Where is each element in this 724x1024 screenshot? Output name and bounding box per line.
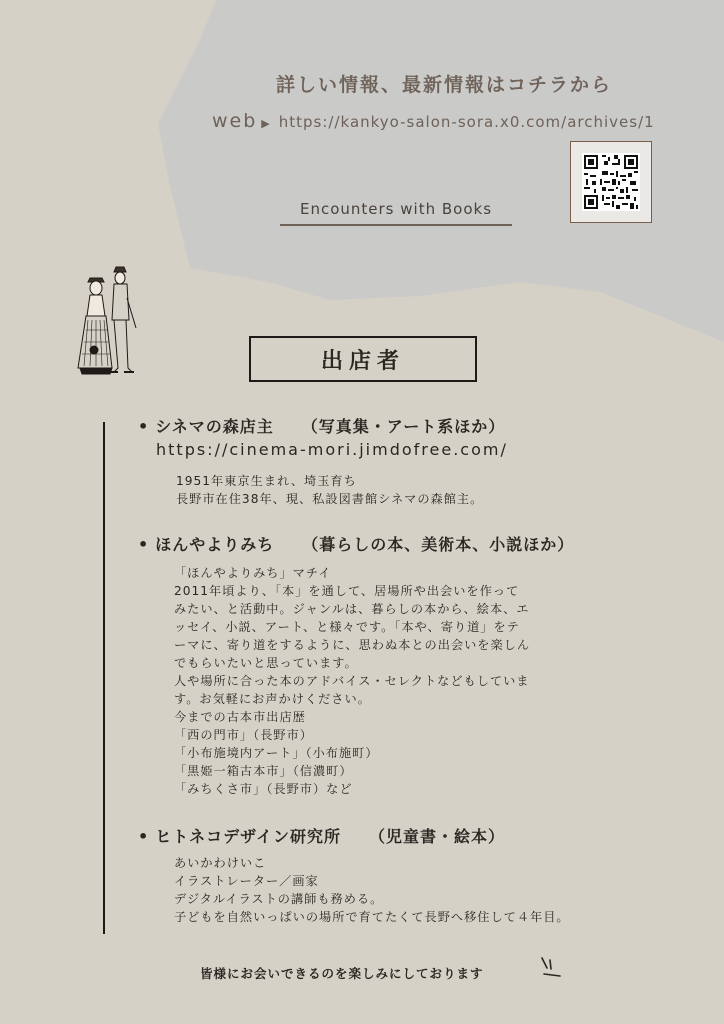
info-heading: 詳しい情報、最新情報はコチラから <box>276 74 613 96</box>
web-label: web <box>212 110 258 132</box>
description-line: 2011年頃より、「本」を通して、居場所や出会いを作って <box>174 584 520 598</box>
exhibitor-name: ほんやよりみち <box>155 535 275 554</box>
description-line: 「小布施境内アート」（小布施町） <box>174 746 379 760</box>
description-line: みたい、と活動中。ジャンルは、暮らしの本から、絵本、エ <box>174 602 530 616</box>
sparkle-lines-icon <box>538 956 564 982</box>
exhibitor-heading-cinema-mori <box>138 414 505 437</box>
website-link[interactable]: https://kankyo-salon-sora.x0.com/archives/1 <box>278 113 655 131</box>
exhibitor-heading-honya-yorimichi <box>138 532 574 555</box>
play-arrow-icon: ▶ <box>261 117 271 130</box>
description-line: デジタルイラストの講師も務める。 <box>174 892 384 906</box>
description-line: 「ほんやよりみち」マチイ <box>174 566 332 580</box>
bullet-icon: • <box>138 417 150 436</box>
exhibitors-heading: 出店者 <box>249 336 477 382</box>
description-line: 「みちくさ市」（長野市）など <box>174 782 353 796</box>
description-line: イラストレーター／画家 <box>174 874 319 888</box>
exhibitor-description-cinema-mori <box>176 472 483 508</box>
description-line: す。お気軽にお声かけください。 <box>174 692 371 706</box>
bullet-icon: • <box>138 827 150 846</box>
exhibitor-genre: （児童書・絵本） <box>368 827 505 846</box>
exhibitor-name: シネマの森店主 <box>155 417 274 436</box>
vertical-divider <box>103 422 105 934</box>
encounters-tagline: Encounters with Books <box>280 200 512 226</box>
qr-code-icon <box>582 153 640 211</box>
description-line: 1951年東京生まれ、埼玉育ち <box>176 474 357 488</box>
exhibitor-name: ヒトネコデザイン研究所 <box>155 827 341 846</box>
exhibitor-genre: （暮らしの本、美術本、小説ほか） <box>302 535 575 554</box>
description-line: 今までの古本市出店歴 <box>174 710 306 724</box>
exhibitor-description-hitoneko-design <box>174 854 570 926</box>
exhibitor-genre: （写真集・アート系ほか） <box>301 417 506 436</box>
description-line: 「西の門市」（長野市） <box>174 728 313 742</box>
description-line: ーマに、寄り道をするように、思わぬ本との出会いを楽しん <box>174 638 531 652</box>
closing-message: 皆様にお会いできるのを楽しみにしております <box>200 966 484 981</box>
cinema-mori-link[interactable]: https://cinema-mori.jimdofree.com/ <box>156 440 508 459</box>
qr-code-frame[interactable] <box>570 141 652 223</box>
description-line: ッセイ、小説、アート、と様々です。「本や、寄り道」をテ <box>174 620 520 634</box>
description-line: 人や場所に合った本のアドバイス・セレクトなどもしていま <box>174 674 530 688</box>
exhibitor-heading-hitoneko-design <box>138 824 505 847</box>
website-row <box>212 110 655 132</box>
exhibitor-description-honya-yorimichi <box>174 564 530 798</box>
description-line: あいかわけいこ <box>174 856 267 870</box>
couple-illustration-icon <box>74 264 140 380</box>
description-line: でもらいたいと思っています。 <box>174 656 358 670</box>
description-line: 「黒姫一箱古本市」（信濃町） <box>174 764 353 778</box>
bullet-icon: • <box>138 535 150 554</box>
description-line: 子どもを自然いっぱいの場所で育てたくて長野へ移住して４年目。 <box>174 910 570 924</box>
description-line: 長野市在住38年、現、私設図書館シネマの森館主。 <box>176 492 484 506</box>
